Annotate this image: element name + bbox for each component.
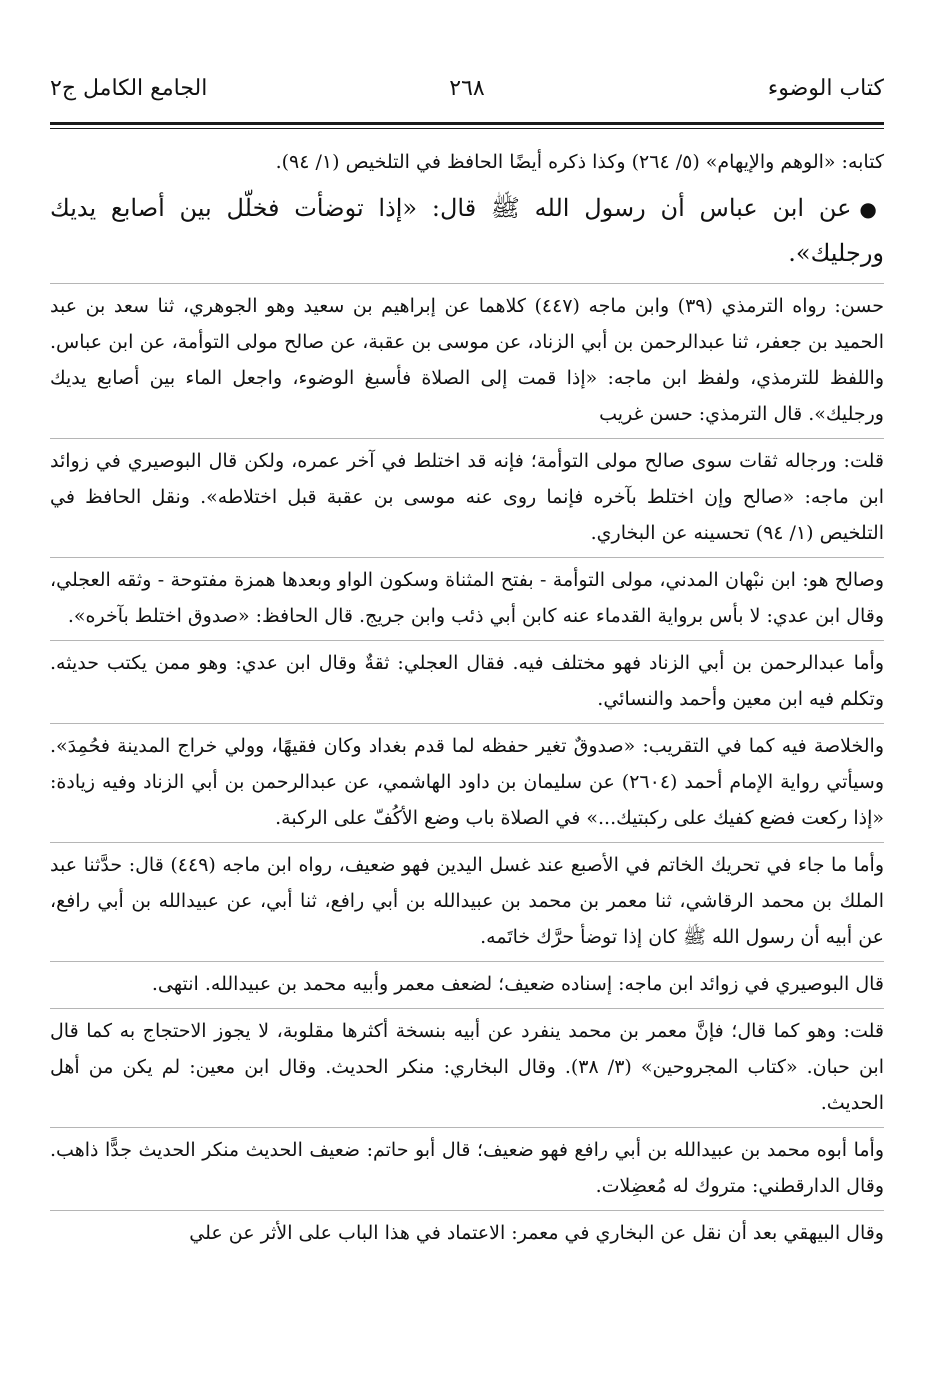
paragraph-salih: وصالح هو: ابن نبْهان المدني، مولى التوأمة - بفتح المثناة وسكون الواو وبعدها همزة مفتوحة - وثقه العجلي، وقال ابن عدي: لا بأس برواية القدماء عنه كابن أبي ذئب وابن جريج. قال الحافظ: «صدوق اختلط بآخره». — [50, 557, 884, 640]
paragraph-summary: والخلاصة فيه كما في التقريب: «صدوقٌ تغير حفظه لما قدم بغداد وكان فقيهًا، وولي خراج المدينة فحُمِدَ». وسيأتي رواية الإمام أحمد (٢٦٠٤) عن سليمان بن داود الهاشمي، عن عبدالرحمن بن أبي الزناد وفيه زيادة: «إذا ركعت فضع كفيك على ركبتيك...» في الصلاة باب وضع الأكُفّ على الركبة. — [50, 723, 884, 842]
paragraph-takhrij: حسن: رواه الترمذي (٣٩) وابن ماجه (٤٤٧) كلاهما عن إبراهيم بن سعيد وهو الجوهري، ثنا سعد بن عبد الحميد بن جعفر، ثنا عبدالرحمن بن أبي الزناد، عن موسى بن عقبة، عن صالح مولى التوأمة، عن ابن عباس. واللفظ للترمذي، ولفظ ابن ماجه: «إذا قمت إلى الصلاة فأسبغ الوضوء، واجعل الماء بين أصابع يديك ورجليك». قال الترمذي: حسن غريب — [50, 283, 884, 438]
hadith-text — [50, 186, 884, 283]
header-rule-thin — [50, 128, 884, 129]
book-title: كتاب الوضوء — [767, 76, 884, 101]
paragraph-ring: وأما ما جاء في تحريك الخاتم في الأصبع عند غسل اليدين فهو ضعيف، رواه ابن ماجه (٤٤٩) قال: حدَّثنا عبد الملك بن محمد الرقاشي، ثنا معمر بن محمد بن عبيدالله بن أبي رافع، ثنا أبي، عن عبيدالله بن أبي رافع، عن أبيه أن رسول الله ﷺ كان إذا توضأ حرَّك خاتَمه. — [50, 842, 884, 961]
page-body — [50, 144, 884, 1257]
header-rule-thick — [50, 122, 884, 125]
page-number: ٢٦٨ — [449, 76, 485, 101]
volume-title: الجامع الكامل ج٢ — [50, 76, 208, 101]
paragraph-abdurrahman: وأما عبدالرحمن بن أبي الزناد فهو مختلف فيه. فقال العجلي: ثقةٌ وقال ابن عدي: وهو ممن يكتب حديثه. وتكلم فيه ابن معين وأحمد والنسائي. — [50, 640, 884, 723]
hadith-body: عن ابن عباس أن رسول الله ﷺ قال: «إذا توضأت فخلّل بين أصابع يديك ورجليك». — [50, 194, 884, 267]
bullet-icon: ● — [859, 197, 884, 221]
paragraph-narrators: قلت: ورجاله ثقات سوى صالح مولى التوأمة؛ فإنه قد اختلط في آخر عمره، ولكن قال البوصيري في زوائد ابن ماجه: «صالح وإن اختلط بآخره فإنما روى عنه موسى بن عقبة قبل اختلاطه». ونقل الحافظ في التلخيص (١/ ٩٤) تحسينه عن البخاري. — [50, 438, 884, 557]
paragraph-busiri: قال البوصيري في زوائد ابن ماجه: إسناده ضعيف؛ لضعف معمر وأبيه محمد بن عبيدالله. انتهى. — [50, 961, 884, 1008]
continuation-paragraph: كتابه: «الوهم والإيهام» (٥/ ٢٦٤) وكذا ذكره أيضًا الحافظ في التلخيص (١/ ٩٤). — [275, 151, 884, 173]
paragraph-mamar: قلت: وهو كما قال؛ فإنَّ معمر بن محمد ينفرد عن أبيه بنسخة أكثرها مقلوبة، لا يجوز الاحتجاج به كما قال ابن حبان. «كتاب المجروحين» (٣/ ٣٨). وقال البخاري: منكر الحديث. وقال ابن معين: لم يكن من أهل الحديث. — [50, 1008, 884, 1127]
paragraph-father: وأما أبوه محمد بن عبيدالله بن أبي رافع فهو ضعيف؛ قال أبو حاتم: ضعيف الحديث منكر الحديث جدًّا ذاهب. وقال الدارقطني: متروك له مُعضِلات. — [50, 1127, 884, 1210]
running-header — [50, 70, 884, 114]
book-page — [50, 70, 884, 1370]
paragraph-bayhaqi: وقال البيهقي بعد أن نقل عن البخاري في معمر: الاعتماد في هذا الباب على الأثر عن علي — [50, 1210, 884, 1257]
